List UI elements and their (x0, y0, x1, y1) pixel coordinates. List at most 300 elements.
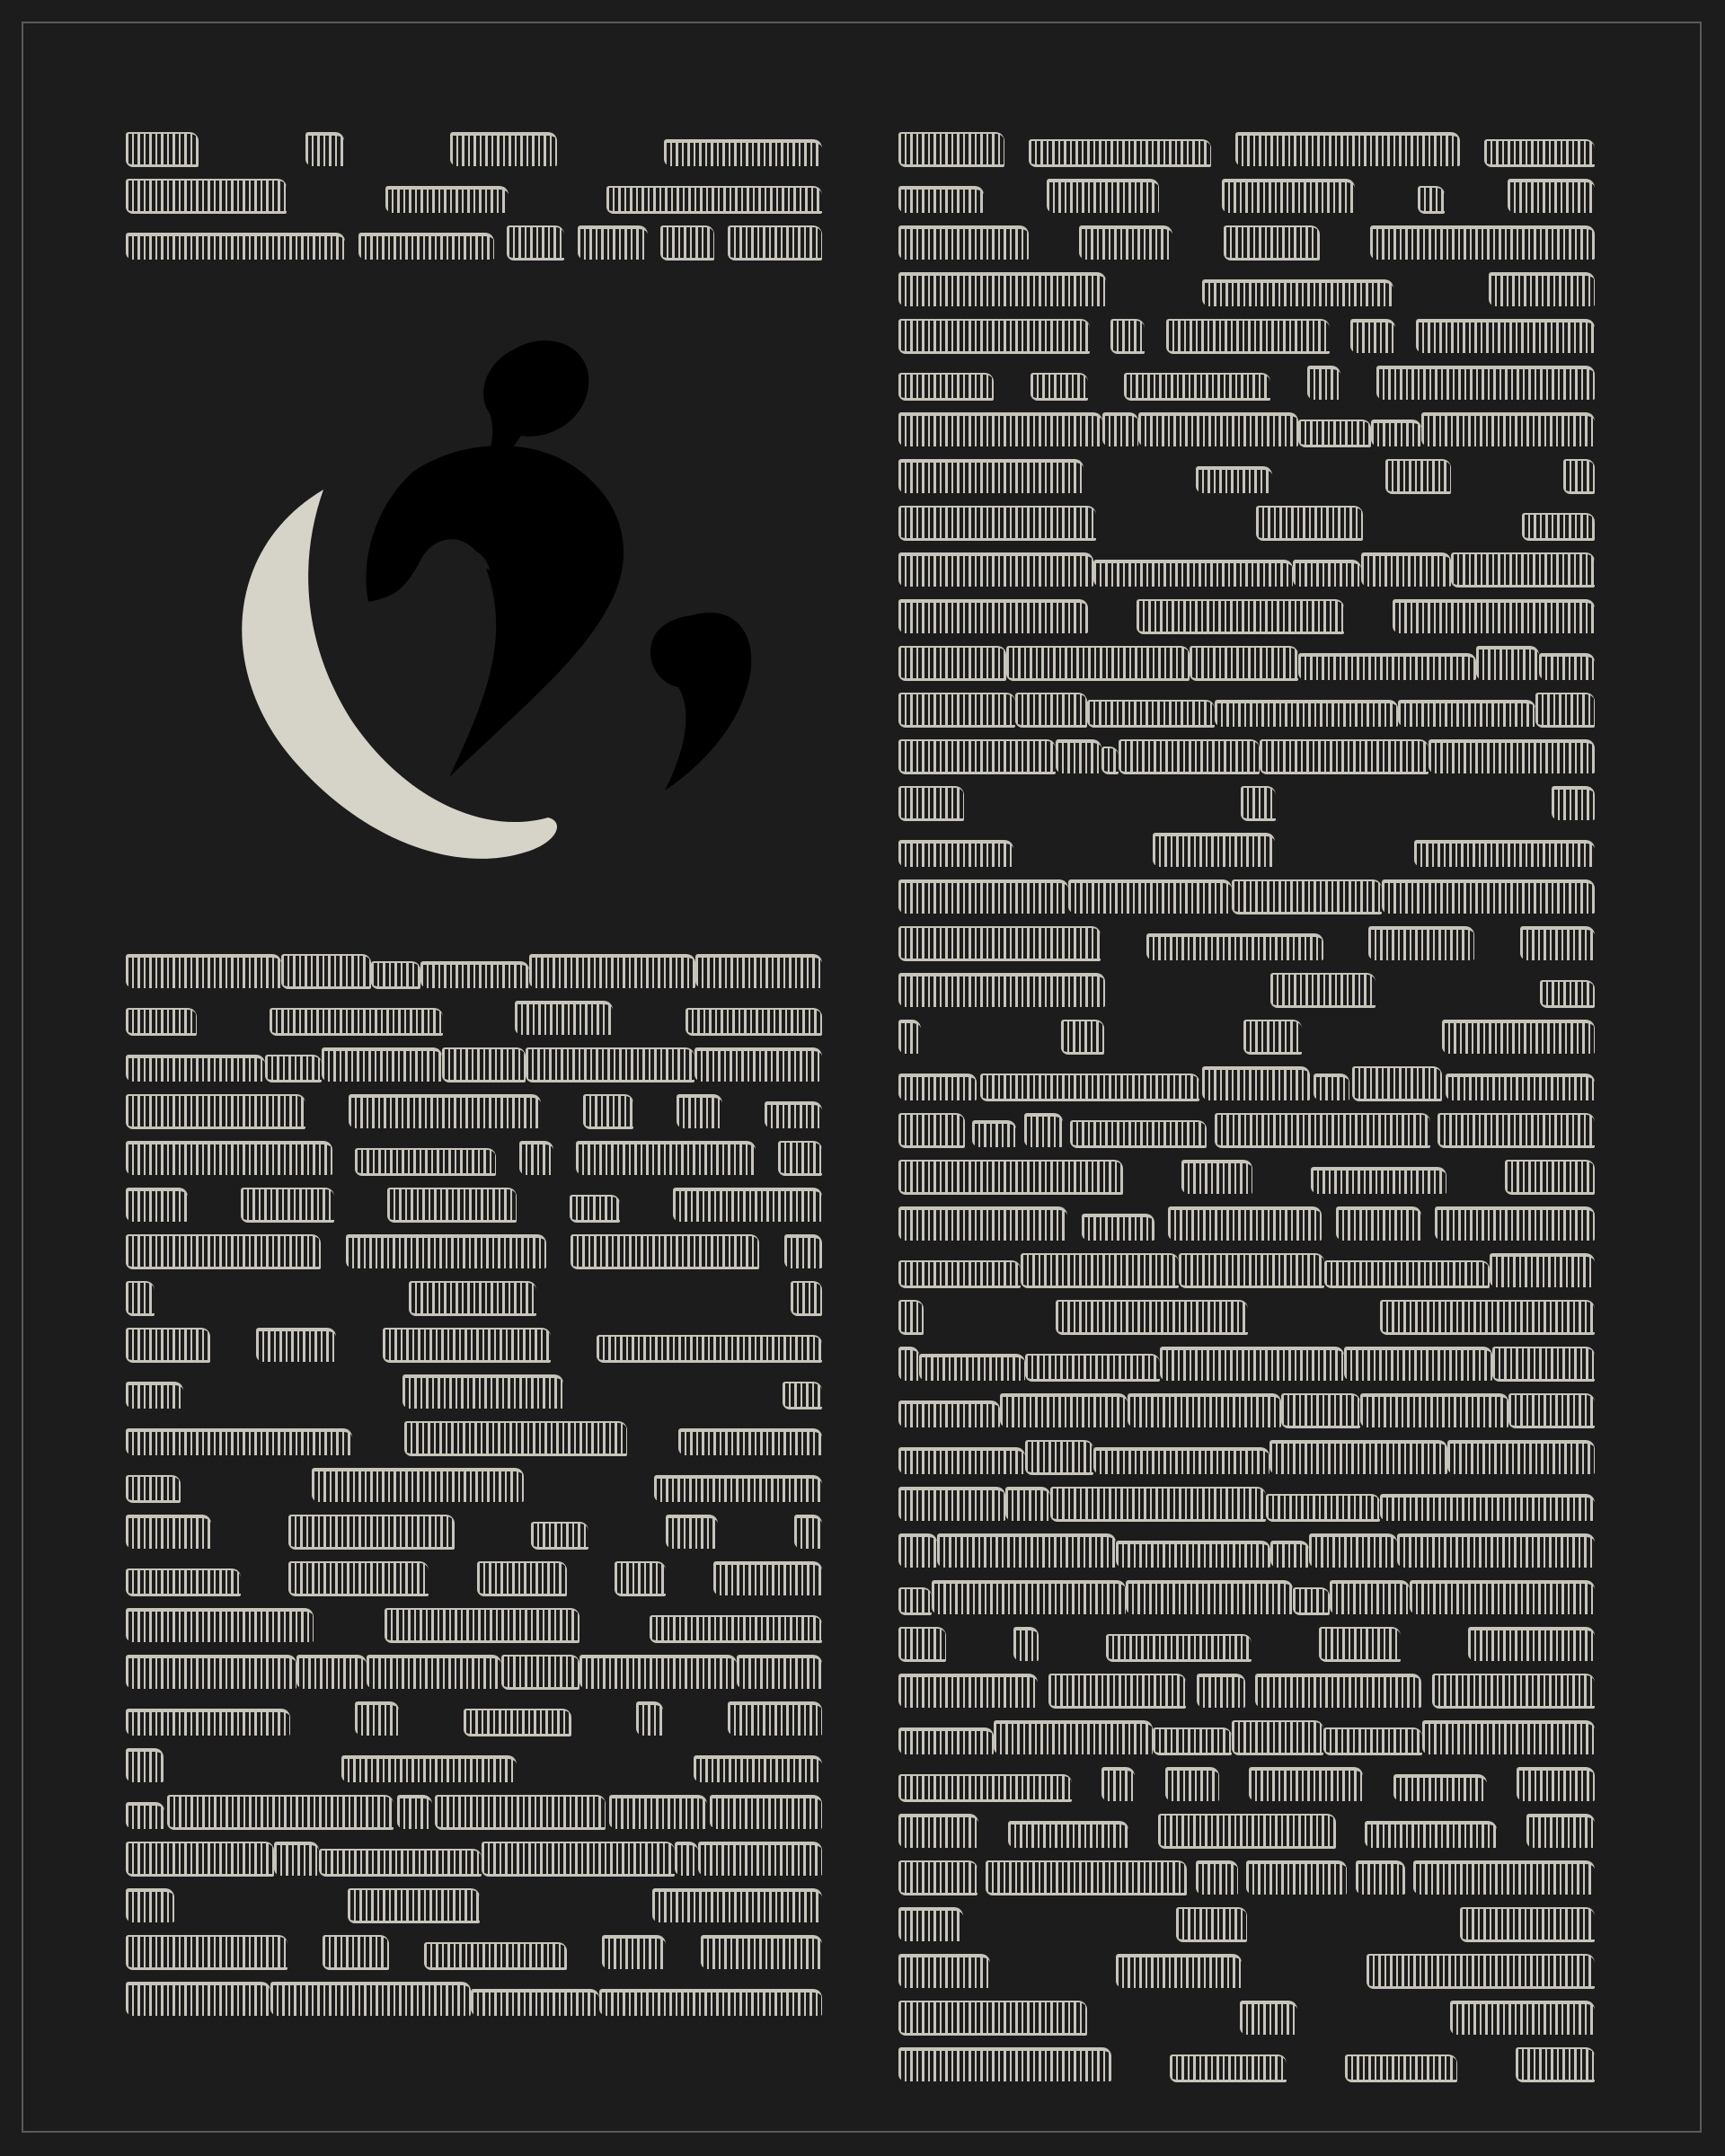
glyph-word (1380, 1494, 1595, 1521)
glyph-word (519, 1141, 553, 1175)
glyph-word (1179, 1253, 1325, 1288)
glyph-word (1079, 225, 1172, 260)
glyph-word (1422, 1720, 1595, 1754)
glyph-word (424, 1942, 567, 1970)
text-line (898, 1807, 1595, 1854)
glyph-word (126, 233, 345, 260)
glyph-word (1166, 319, 1330, 354)
glyph-word (312, 1468, 524, 1502)
glyph-word (1102, 412, 1138, 446)
glyph-word (937, 1533, 1116, 1568)
left-column-top-text (126, 126, 822, 266)
glyph-word (898, 1260, 1021, 1288)
glyph-word (1101, 1767, 1135, 1801)
glyph-word (1006, 646, 1190, 681)
text-line (898, 593, 1595, 640)
glyph-word (1484, 139, 1595, 167)
glyph-word (898, 1113, 965, 1148)
glyph-word (126, 1055, 265, 1082)
glyph-word (898, 1954, 990, 1988)
dark-body-shape (366, 446, 624, 777)
glyph-word (1368, 926, 1474, 960)
glyph-word (126, 1428, 352, 1455)
text-line (898, 2041, 1595, 2088)
glyph-word (898, 319, 1090, 354)
glyph-word (1522, 513, 1595, 541)
glyph-word (1202, 279, 1393, 306)
text-line (126, 1648, 822, 1695)
glyph-word (529, 954, 695, 988)
glyph-word (1508, 179, 1595, 213)
glyph-word (450, 132, 557, 166)
calligraphic-ornament-icon (189, 332, 764, 907)
text-line (898, 1480, 1595, 1527)
glyph-word (1137, 599, 1344, 634)
glyph-word (1015, 693, 1086, 728)
glyph-word (1520, 926, 1595, 960)
glyph-word (694, 1047, 822, 1082)
glyph-word (442, 1047, 526, 1082)
text-line (126, 1602, 822, 1648)
text-line (126, 172, 822, 219)
glyph-word (1460, 1907, 1595, 1942)
glyph-word (898, 1020, 921, 1054)
glyph-word (1176, 1907, 1247, 1942)
glyph-word (571, 1234, 759, 1269)
glyph-word (1270, 973, 1376, 1008)
text-line (898, 1527, 1595, 1574)
glyph-word (898, 840, 1013, 867)
text-line (126, 1041, 822, 1088)
text-line (126, 126, 822, 172)
glyph-word (1110, 319, 1145, 354)
text-line (898, 1200, 1595, 1247)
glyph-word (1232, 879, 1382, 915)
glyph-word (1249, 1767, 1363, 1801)
glyph-word (1255, 1674, 1421, 1708)
glyph-word (728, 1701, 822, 1736)
text-line (126, 1275, 822, 1321)
text-line (898, 640, 1595, 686)
glyph-word (675, 1842, 698, 1876)
glyph-word (1535, 693, 1595, 728)
glyph-word (1360, 1393, 1508, 1427)
glyph-word (1170, 2054, 1287, 2082)
glyph-word (728, 225, 822, 261)
glyph-word (1013, 1627, 1039, 1661)
glyph-word (274, 1842, 318, 1876)
glyph-word (686, 1008, 822, 1036)
text-line (126, 1835, 822, 1882)
glyph-word (323, 1935, 389, 1970)
glyph-word (898, 1533, 937, 1568)
glyph-word (1446, 1074, 1595, 1100)
glyph-word (1138, 412, 1298, 446)
text-line (126, 1695, 822, 1742)
glyph-word (1101, 747, 1119, 774)
glyph-word (346, 1234, 546, 1268)
glyph-word (898, 2047, 1111, 2081)
glyph-word (898, 1447, 1025, 1474)
glyph-word (265, 1055, 322, 1082)
text-line (898, 219, 1595, 266)
glyph-word (898, 1674, 1038, 1708)
glyph-word (387, 1188, 517, 1223)
glyph-word (1490, 1253, 1595, 1287)
glyph-word (1056, 739, 1101, 773)
glyph-word (1432, 1674, 1595, 1709)
glyph-word (1243, 1020, 1302, 1055)
glyph-word (1393, 1774, 1487, 1801)
glyph-word (664, 139, 822, 166)
glyph-word (615, 1561, 666, 1596)
text-line (126, 219, 822, 266)
text-line (126, 1882, 822, 1929)
glyph-word (1352, 1066, 1442, 1101)
text-line (898, 873, 1595, 920)
glyph-word (1416, 319, 1595, 353)
glyph-word (1526, 1814, 1595, 1848)
text-line (898, 1948, 1595, 1994)
glyph-word (898, 1774, 1072, 1802)
glyph-word (1047, 179, 1159, 213)
glyph-word (652, 1888, 822, 1922)
text-line (126, 1929, 822, 1975)
text-line (126, 1555, 822, 1602)
glyph-word (1222, 179, 1355, 213)
glyph-word (898, 1206, 1067, 1241)
glyph-word (784, 1234, 822, 1268)
glyph-word (660, 225, 714, 261)
glyph-word (609, 1795, 707, 1829)
glyph-word (654, 1475, 822, 1502)
text-line (898, 313, 1595, 359)
glyph-word (898, 1814, 978, 1848)
glyph-word (737, 1655, 822, 1689)
text-line (898, 1107, 1595, 1153)
glyph-word (898, 1160, 1123, 1195)
glyph-word (1153, 1727, 1232, 1755)
text-line (898, 1854, 1595, 1901)
glyph-word (898, 879, 1068, 914)
glyph-word (288, 1561, 429, 1596)
glyph-word (1070, 1120, 1207, 1148)
glyph-word (1468, 1627, 1595, 1661)
glyph-word (1202, 1066, 1310, 1100)
glyph-word (1393, 599, 1595, 633)
glyph-word (1451, 552, 1595, 588)
glyph-word (636, 1701, 663, 1736)
glyph-word (1021, 1253, 1178, 1288)
text-line (898, 1714, 1595, 1761)
glyph-word (305, 132, 344, 166)
glyph-word (1158, 1814, 1336, 1849)
text-line (898, 733, 1595, 780)
glyph-word (1008, 1821, 1128, 1848)
glyph-word (126, 1982, 270, 2016)
right-column-text (898, 126, 1595, 2088)
glyph-word (404, 1421, 627, 1456)
glyph-word (898, 1860, 978, 1895)
glyph-word (126, 1515, 211, 1549)
text-line (898, 826, 1595, 873)
glyph-word (385, 1608, 579, 1643)
glyph-word (1371, 420, 1421, 446)
glyph-word (1181, 1160, 1252, 1194)
glyph-word (1324, 1260, 1489, 1288)
glyph-word (1106, 1634, 1252, 1662)
glyph-word (1345, 2054, 1457, 2082)
glyph-word (986, 1860, 1187, 1895)
glyph-word (126, 1842, 274, 1877)
glyph-word (1376, 366, 1595, 400)
text-line (898, 126, 1595, 172)
glyph-word (898, 1074, 977, 1100)
glyph-word (1540, 980, 1595, 1008)
glyph-word (1380, 1300, 1595, 1335)
glyph-word (1116, 1954, 1242, 1988)
text-line (898, 1434, 1595, 1480)
text-line (898, 1247, 1595, 1294)
glyph-word (765, 1101, 822, 1128)
glyph-word (666, 1515, 718, 1549)
glyph-word (898, 786, 964, 821)
glyph-word (471, 1989, 599, 2016)
glyph-word (1367, 1954, 1595, 1989)
glyph-word (1410, 1580, 1595, 1614)
glyph-word (1398, 700, 1535, 727)
glyph-word (1293, 560, 1362, 587)
glyph-word (1093, 560, 1293, 587)
text-line (898, 1761, 1595, 1807)
glyph-word (241, 1188, 334, 1223)
glyph-word (1344, 1347, 1492, 1381)
glyph-word (1196, 466, 1272, 493)
glyph-word (678, 1428, 822, 1455)
glyph-word (1505, 1160, 1595, 1195)
glyph-word (898, 272, 1106, 306)
glyph-word (1168, 1206, 1322, 1241)
glyph-word (794, 1515, 822, 1549)
glyph-word (1309, 1533, 1397, 1568)
glyph-word (1516, 2047, 1595, 2082)
glyph-word (1298, 420, 1371, 447)
text-line (898, 499, 1595, 546)
glyph-word (713, 1561, 822, 1595)
glyph-word (578, 225, 648, 260)
glyph-word (898, 1907, 963, 1941)
glyph-word (126, 1234, 321, 1269)
glyph-word (898, 373, 994, 401)
glyph-word (1563, 459, 1595, 494)
glyph-word (650, 1615, 822, 1643)
text-line (898, 1153, 1595, 1200)
glyph-word (1031, 373, 1088, 401)
glyph-word (898, 1587, 932, 1615)
glyph-word (972, 1120, 1016, 1147)
glyph-word (980, 1074, 1199, 1101)
glyph-word (126, 1748, 164, 1782)
glyph-word (898, 1347, 919, 1381)
glyph-word (1146, 933, 1323, 960)
text-line (126, 1135, 822, 1181)
glyph-word (701, 1935, 822, 1969)
glyph-word (126, 1328, 210, 1363)
text-line (898, 406, 1595, 453)
glyph-word (167, 1795, 394, 1830)
glyph-word (710, 1795, 822, 1829)
glyph-word (1025, 1354, 1160, 1382)
glyph-word (898, 552, 1093, 587)
glyph-word (507, 225, 564, 261)
glyph-word (1293, 1587, 1329, 1615)
glyph-word (1336, 1206, 1421, 1241)
glyph-word (1418, 186, 1445, 214)
glyph-word (1492, 1347, 1595, 1382)
text-line (898, 266, 1595, 313)
glyph-word (570, 1195, 620, 1223)
glyph-word (526, 1047, 694, 1082)
glyph-word (1438, 1113, 1595, 1148)
text-line (898, 920, 1595, 967)
glyph-word (597, 1335, 822, 1363)
glyph-word (898, 186, 984, 213)
glyph-word (1224, 225, 1320, 261)
glyph-word (1447, 1440, 1595, 1474)
glyph-word (1240, 2001, 1297, 2035)
glyph-word (602, 1935, 666, 1969)
text-line (898, 1667, 1595, 1714)
glyph-word (126, 179, 287, 214)
glyph-word (126, 1608, 314, 1642)
glyph-word (1539, 653, 1595, 680)
glyph-word (1215, 1113, 1430, 1148)
text-line (898, 359, 1595, 406)
glyph-word (420, 961, 529, 988)
text-line (126, 1975, 822, 2022)
text-line (898, 1574, 1595, 1621)
glyph-word (1061, 1020, 1104, 1055)
glyph-word (1330, 1580, 1410, 1614)
glyph-word (1314, 1074, 1349, 1100)
glyph-word (1281, 1393, 1360, 1428)
glyph-word (898, 2001, 1087, 2036)
glyph-word (898, 739, 1056, 774)
glyph-word (898, 1727, 994, 1754)
glyph-word (1435, 1206, 1595, 1241)
text-line (126, 1789, 822, 1835)
glyph-word (319, 1849, 482, 1877)
glyph-word (409, 1281, 536, 1316)
glyph-word (1361, 552, 1451, 587)
glyph-word (1124, 373, 1270, 401)
glyph-word (898, 1401, 1000, 1427)
glyph-word (1196, 1860, 1238, 1895)
glyph-word (126, 1935, 288, 1970)
glyph-word (579, 1655, 737, 1689)
tail-comma-shape (650, 613, 751, 791)
text-line (126, 1415, 822, 1462)
glyph-word (126, 1888, 174, 1922)
glyph-word (126, 1568, 241, 1596)
text-line (898, 172, 1595, 219)
glyph-word (367, 1655, 501, 1689)
glyph-word (126, 1094, 305, 1129)
glyph-word (1128, 1393, 1282, 1427)
glyph-word (126, 1655, 296, 1689)
glyph-word (1489, 272, 1595, 306)
text-line (126, 1088, 822, 1135)
glyph-word (270, 1008, 443, 1036)
glyph-word (126, 1188, 188, 1222)
glyph-word (791, 1281, 822, 1316)
glyph-word (1319, 1627, 1401, 1662)
glyph-word (126, 1382, 183, 1409)
glyph-word (1165, 1767, 1219, 1801)
glyph-word (341, 1755, 517, 1782)
glyph-word (464, 1709, 571, 1736)
glyph-word (694, 1755, 822, 1782)
glyph-word (296, 1655, 367, 1689)
glyph-word (1056, 1300, 1248, 1335)
glyph-word (898, 646, 1006, 681)
glyph-word (919, 1354, 1025, 1381)
glyph-word (1323, 1727, 1423, 1755)
glyph-word (778, 1141, 822, 1176)
glyph-word (435, 1795, 606, 1830)
glyph-word (1119, 739, 1260, 774)
glyph-word (1005, 1487, 1050, 1521)
glyph-word (898, 459, 1084, 493)
glyph-word (126, 1141, 332, 1175)
glyph-word (1000, 1393, 1128, 1427)
text-line (126, 1368, 822, 1415)
glyph-word (515, 1001, 613, 1035)
glyph-word (1517, 1767, 1595, 1801)
glyph-word (358, 233, 494, 260)
text-line (126, 1228, 822, 1275)
text-line (898, 1294, 1595, 1340)
glyph-word (126, 954, 281, 988)
text-line (126, 994, 822, 1041)
glyph-word (126, 1281, 155, 1316)
glyph-word (898, 926, 1101, 961)
text-line (898, 1901, 1595, 1948)
glyph-word (288, 1515, 455, 1550)
glyph-word (1413, 1860, 1595, 1895)
text-line (898, 1387, 1595, 1434)
glyph-word (1215, 700, 1398, 727)
glyph-word (1256, 506, 1363, 541)
glyph-word (673, 1188, 822, 1222)
glyph-word (1552, 786, 1595, 820)
glyph-word (1385, 459, 1451, 494)
glyph-word (1235, 132, 1460, 166)
glyph-word (355, 1701, 399, 1736)
glyph-word (322, 1047, 442, 1082)
text-line (898, 1621, 1595, 1667)
glyph-word (898, 693, 1015, 728)
glyph-word (270, 1982, 470, 2016)
glyph-word (1311, 1167, 1446, 1194)
text-line (898, 686, 1595, 733)
text-line (126, 1462, 822, 1508)
glyph-word (698, 1842, 822, 1876)
glyph-word (477, 1561, 567, 1596)
glyph-word (383, 1328, 551, 1363)
glyph-word (1116, 1541, 1270, 1568)
glyph-word (1232, 1720, 1323, 1755)
